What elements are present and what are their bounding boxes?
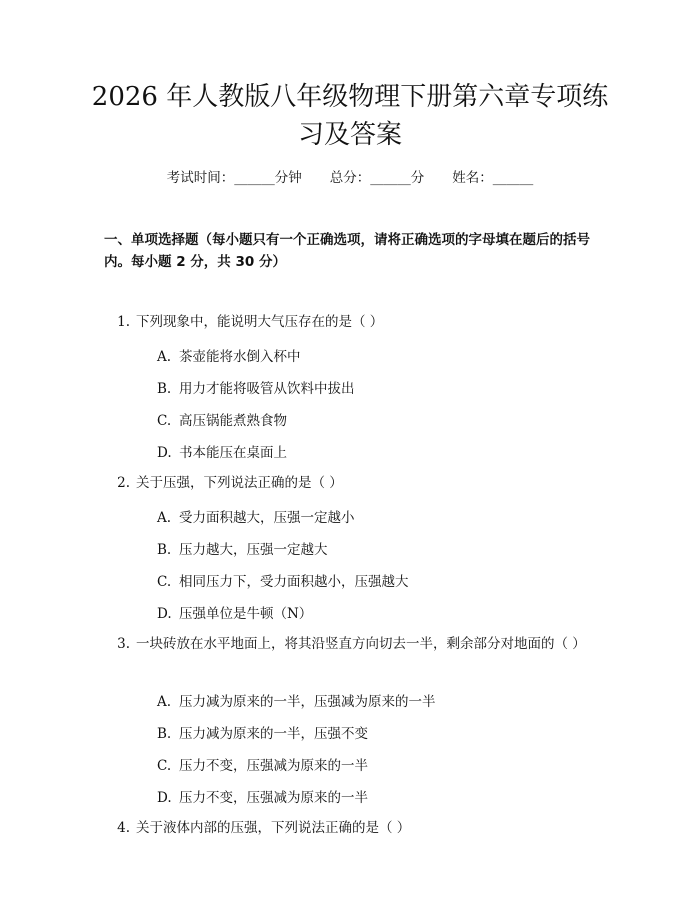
question-number: 2.: [117, 475, 130, 491]
question-1: [104, 311, 604, 333]
question-3-option-c: [157, 756, 368, 776]
question-1-option-b: [157, 379, 355, 399]
question-number: 4.: [117, 820, 130, 836]
question-number: 1.: [117, 314, 130, 330]
option-text: 受力面积越大，压强一定越小: [179, 510, 355, 526]
option-letter: B.: [157, 381, 172, 397]
question-2-option-c: [157, 572, 409, 592]
option-letter: D.: [157, 790, 172, 806]
exam-time-field: 考试时间：______分钟: [166, 170, 302, 186]
option-letter: D.: [157, 445, 172, 461]
option-letter: D.: [157, 606, 172, 622]
question-3-option-a: [157, 692, 436, 712]
question-1-option-a: [157, 347, 301, 367]
option-letter: C.: [157, 758, 172, 774]
student-name-field: 姓名：______: [452, 170, 534, 186]
option-text: 压力不变，压强减为原来的一半: [179, 758, 368, 774]
question-3: [104, 633, 604, 655]
option-text: 压力不变，压强减为原来的一半: [179, 790, 368, 806]
option-letter: C.: [157, 413, 172, 429]
option-text: 用力才能将吸管从饮料中拔出: [179, 381, 355, 397]
option-text: 压力减为原来的一半，压强不变: [179, 726, 368, 742]
question-text: 关于液体内部的压强，下列说法正确的是（ ）: [136, 820, 411, 836]
question-text: 下列现象中，能说明大气压存在的是（ ）: [136, 314, 384, 330]
option-text: 压力减为原来的一半，压强减为原来的一半: [179, 694, 436, 710]
question-1-option-c: [157, 411, 287, 431]
question-4: [104, 817, 604, 839]
question-1-option-d: [157, 443, 287, 463]
option-letter: A.: [157, 694, 172, 710]
question-2: [104, 472, 604, 494]
question-2-option-a: [157, 508, 355, 528]
total-score-field: 总分：______分: [329, 170, 425, 186]
question-number: 3.: [117, 636, 130, 652]
option-letter: A.: [157, 349, 172, 365]
option-letter: B.: [157, 542, 172, 558]
option-text: 压力越大，压强一定越大: [179, 542, 328, 558]
section-heading-single-choice: 一、单项选择题（每小题只有一个正确选项，请将正确选项的字母填在题后的括号内。每小题 2 分，共 30 分）: [104, 232, 590, 270]
option-text: 相同压力下，受力面积越小，压强越大: [179, 574, 409, 590]
option-text: 茶壶能将水倒入杯中: [179, 349, 301, 365]
question-2-option-b: [157, 540, 328, 560]
question-3-option-d: [157, 788, 368, 808]
option-letter: A.: [157, 510, 172, 526]
option-text: 高压锅能煮熟食物: [179, 413, 287, 429]
option-letter: C.: [157, 574, 172, 590]
option-text: 压强单位是牛顿（N）: [179, 606, 313, 622]
question-text: 一块砖放在水平地面上，将其沿竖直方向切去一半，剩余部分对地面的（ ）: [136, 636, 586, 652]
option-text: 书本能压在桌面上: [179, 445, 287, 461]
exam-info-line: [0, 168, 700, 188]
question-3-option-b: [157, 724, 368, 744]
question-2-option-d: [157, 604, 312, 624]
option-letter: B.: [157, 726, 172, 742]
question-text: 关于压强，下列说法正确的是（ ）: [136, 475, 343, 491]
page-title: 2026 年人教版八年级物理下册第六章专项练习及答案: [91, 82, 609, 150]
